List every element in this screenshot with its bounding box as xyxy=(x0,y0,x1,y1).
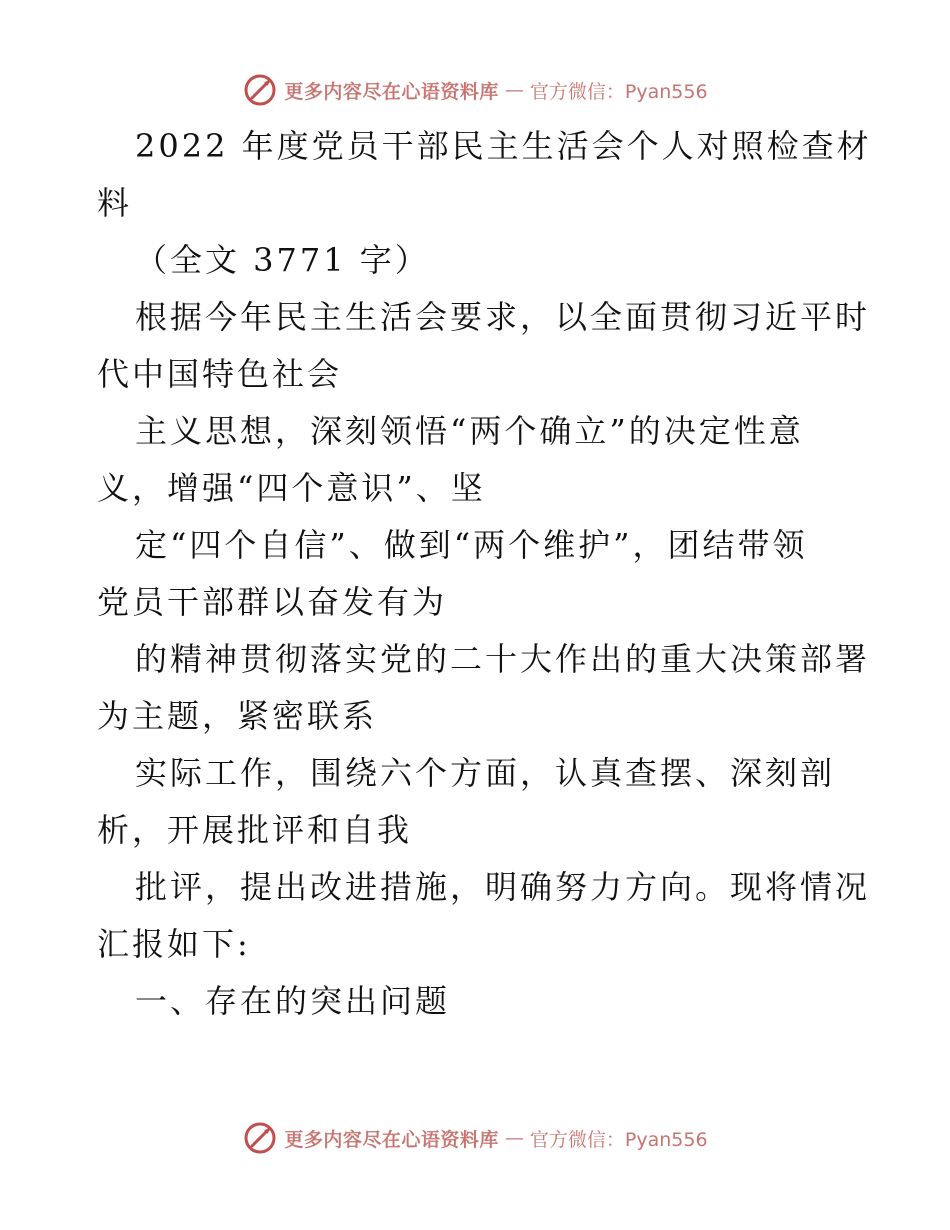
watermark-main-text: 更多内容尽在心语资料库 xyxy=(284,80,499,103)
doc-title-line-1: 2022 年度党员干部民主生活会个人对照检查材 xyxy=(135,127,872,165)
doc-line-8: 定“四个自信”、做到“两个维护”，团结带领 xyxy=(135,526,808,564)
doc-line-14: 批评，提出改进措施，明确努力方向。现将情况 xyxy=(135,868,871,906)
doc-line-12: 实际工作，围绕六个方面，认真查摆、深刻剖 xyxy=(135,754,836,792)
doc-title-line-2: 料 xyxy=(97,184,133,222)
doc-line-13: 析，开展批评和自我 xyxy=(97,811,413,849)
watermark-banner-bottom xyxy=(0,1118,950,1158)
watermark-main-text: 更多内容尽在心语资料库 xyxy=(284,1128,499,1151)
doc-line-4: 根据今年民主生活会要求，以全面贯彻习近平时 xyxy=(135,298,871,336)
doc-line-7: 义，增强“四个意识”、坚 xyxy=(97,469,486,507)
watermark-banner-top xyxy=(0,70,950,110)
doc-line-9: 党员干部群以奋发有为 xyxy=(97,583,448,621)
watermark-wechat-text: 官方微信：Pyan556 xyxy=(529,1128,708,1151)
doc-line-15: 汇报如下: xyxy=(97,925,251,963)
doc-line-5: 代中国特色社会 xyxy=(97,355,343,393)
document-body xyxy=(97,118,872,1030)
doc-line-10: 的精神贯彻落实党的二十大作出的重大决策部署 xyxy=(135,640,871,678)
doc-line-6: 主义思想，深刻领悟“两个确立”的决定性意 xyxy=(135,412,804,450)
watermark-separator: — xyxy=(504,1127,524,1149)
doc-word-count: （全文 3771 字） xyxy=(135,241,430,279)
pen-logo-icon xyxy=(242,1120,278,1156)
watermark-separator: — xyxy=(504,79,524,101)
pen-logo-icon xyxy=(242,72,278,108)
doc-line-11: 为主题，紧密联系 xyxy=(97,697,378,735)
watermark-wechat-text: 官方微信：Pyan556 xyxy=(529,80,708,103)
doc-section-heading: 一、存在的突出问题 xyxy=(135,982,451,1020)
